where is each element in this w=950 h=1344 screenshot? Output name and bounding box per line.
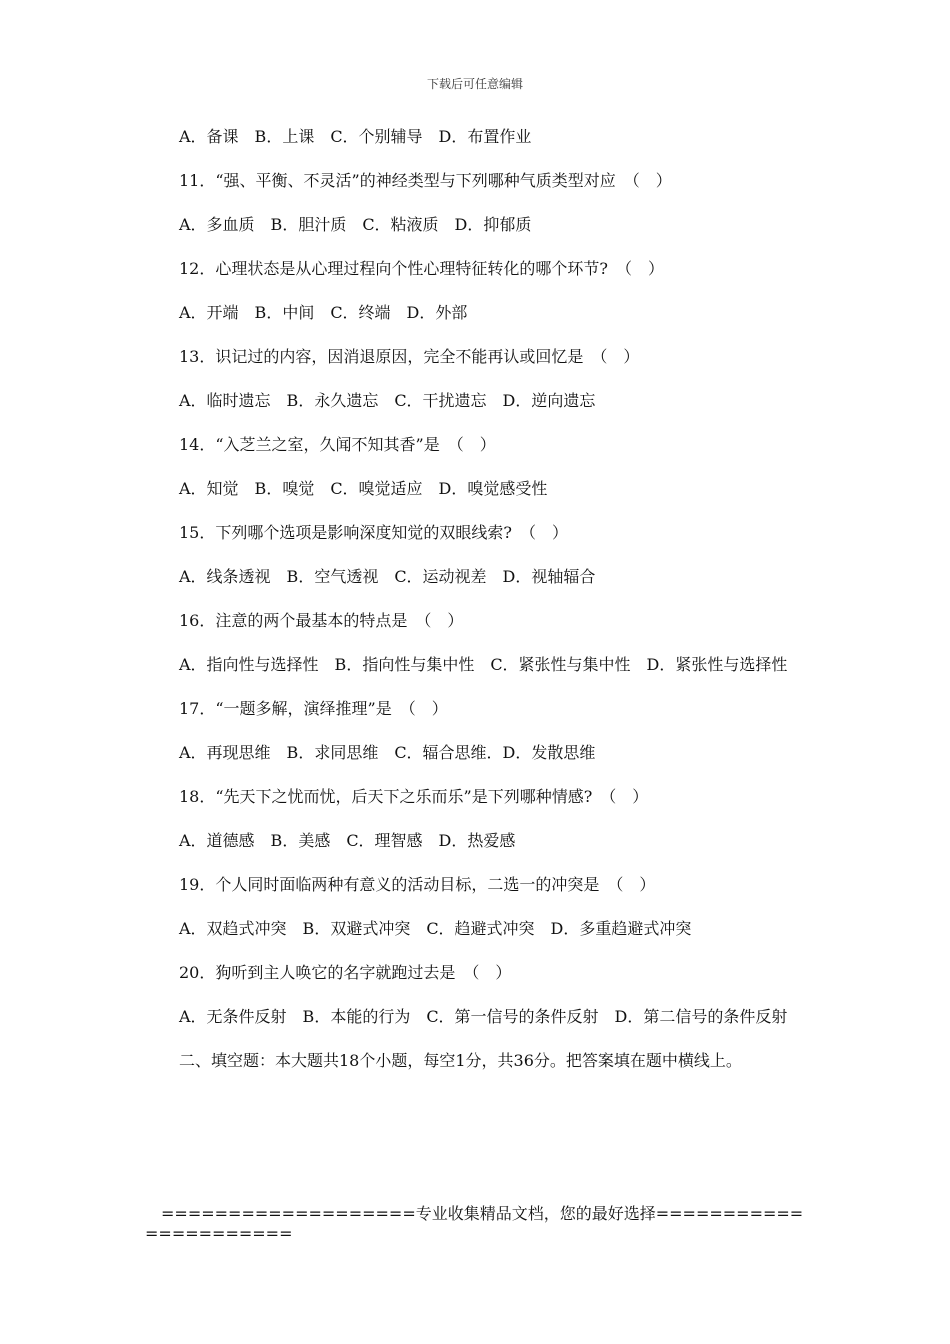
answer-options-14: A．知觉 B．嗅觉 C．嗅觉适应 D．嗅觉感受性	[179, 479, 548, 498]
question-11: 11．“强、平衡、不灵活”的神经类型与下列哪种气质类型对应 （ ）	[179, 171, 672, 190]
question-20: 20．狗听到主人唤它的名字就跑过去是 （ ）	[179, 963, 512, 982]
question-12: 12．心理状态是从心理过程向个性心理特征转化的哪个环节? （ ）	[179, 259, 664, 278]
question-18: 18．“先天下之忧而忧，后天下之乐而乐”是下列哪种情感? （ ）	[179, 787, 649, 806]
answer-options-16: A．指向性与选择性 B．指向性与集中性 C．紧张性与集中性 D．紧张性与选择性	[179, 655, 788, 674]
answer-options-20: A．无条件反射 B．本能的行为 C．第一信号的条件反射 D．第二信号的条件反射	[179, 1007, 788, 1026]
question-16: 16．注意的两个最基本的特点是 （ ）	[179, 611, 464, 630]
question-17: 17．“一题多解，演绎推理”是 （ ）	[179, 699, 448, 718]
answer-options-10: A．备课 B．上课 C．个别辅导 D．布置作业	[179, 127, 532, 146]
document-body	[145, 124, 810, 1092]
answer-options-15: A．线条透视 B．空气透视 C．运动视差 D．视轴辐合	[179, 567, 596, 586]
page-footer: ===================专业收集精品文档，您的最好选择======================	[145, 1204, 804, 1243]
question-15: 15．下列哪个选项是影响深度知觉的双眼线索? （ ）	[179, 523, 568, 542]
question-14: 14．“入芝兰之室，久闻不知其香”是 （ ）	[179, 435, 496, 454]
answer-options-19: A．双趋式冲突 B．双避式冲突 C．趋避式冲突 D．多重趋避式冲突	[179, 919, 692, 938]
question-19: 19．个人同时面临两种有意义的活动目标，二选一的冲突是 （ ）	[179, 875, 656, 894]
section-heading-fill-in: 二、填空题：本大题共18个小题，每空1分，共36分。把答案填在题中横线上。	[179, 1051, 742, 1070]
question-13: 13．识记过的内容，因消退原因，完全不能再认或回忆是 （ ）	[179, 347, 640, 366]
answer-options-12: A．开端 B．中间 C．终端 D．外部	[179, 303, 468, 322]
answer-options-13: A．临时遗忘 B．永久遗忘 C．干扰遗忘 D．逆向遗忘	[179, 391, 596, 410]
answer-options-18: A．道德感 B．美感 C．理智感 D．热爱感	[179, 831, 516, 850]
page-header: 下载后可任意编辑	[426, 77, 523, 91]
answer-options-17: A．再现思维 B．求同思维 C．辐合思维．D．发散思维	[179, 743, 596, 762]
answer-options-11: A．多血质 B．胆汁质 C．粘液质 D．抑郁质	[179, 215, 532, 234]
